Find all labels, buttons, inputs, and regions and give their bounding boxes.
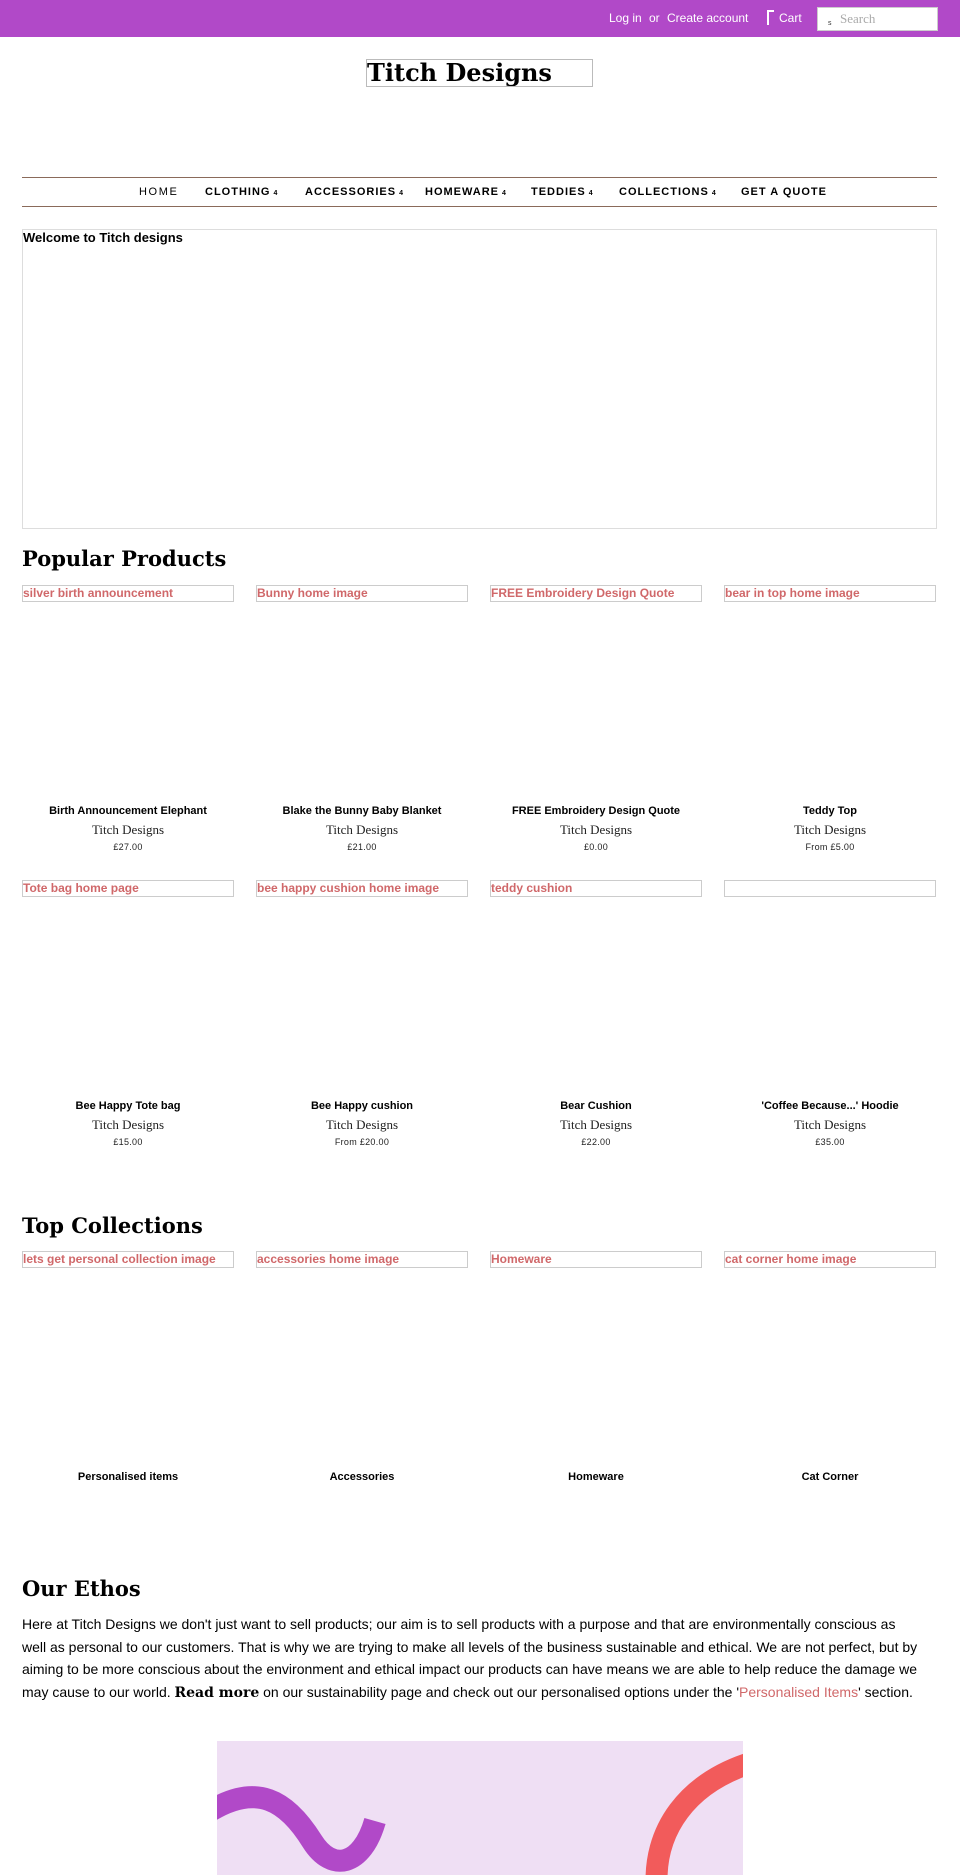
collection-image-alt: accessories home image [257,1252,400,1266]
product-image[interactable] [22,880,234,897]
site-logo[interactable]: Titch Designs [366,59,593,87]
product-image[interactable] [724,585,936,602]
product-name[interactable]: Teddy Top [803,805,857,817]
product-price: £27.00 [113,842,143,852]
product-vendor: Titch Designs [559,822,633,837]
product-image[interactable] [256,585,468,602]
collection-name[interactable]: Homeware [568,1471,624,1483]
product-name[interactable]: Blake the Bunny Baby Blanket [282,805,442,817]
nav-item-label: CLOTHING [205,186,271,198]
product-price: £21.00 [347,842,377,852]
search-input[interactable] [840,10,935,28]
product-price: From £5.00 [805,842,855,852]
product-image[interactable] [724,880,936,897]
product-price: From £20.00 [334,1137,390,1147]
purple-wave-shape [217,1797,375,1861]
cart-icon[interactable] [767,10,774,25]
search-icon[interactable]: s [828,20,832,27]
collection-image-alt: Homeware [491,1252,552,1266]
nav-item-label: GET A QUOTE [741,186,827,198]
personalised-items-link[interactable]: Personalised Items [739,1683,859,1700]
product-image-alt: silver birth announcement [23,586,174,600]
chevron-down-icon: 4 [502,190,507,197]
chevron-down-icon: 4 [273,190,279,197]
product-image-alt: bear in top home image [725,586,860,600]
product-image-alt: teddy cushion [491,881,573,895]
or-text: or [649,11,660,25]
product-name[interactable]: Bee Happy Tote bag [75,1100,181,1112]
product-name[interactable]: Bear Cushion [560,1100,632,1112]
collection-name[interactable]: Cat Corner [801,1471,859,1483]
nav-item-home[interactable] [139,186,178,198]
product-vendor: Titch Designs [91,822,165,837]
product-image[interactable] [22,585,234,602]
hero-image-alt: Welcome to Titch designs [23,230,183,245]
nav-item-get-a-quote[interactable] [741,186,827,198]
nav-item-label: TEDDIES [531,186,586,198]
cart-link[interactable]: Cart [779,11,802,25]
top-collections-title: Top Collections [22,1213,203,1238]
product-image-alt: bee happy cushion home image [257,881,440,895]
hero-image[interactable] [22,229,937,529]
read-more-text: Read more [174,1684,260,1701]
nav-item-label: ACCESSORIES [305,186,397,198]
nav-item-label: HOME [139,186,179,198]
nav-item-label: HOMEWARE [425,186,499,198]
product-price: £0.00 [583,842,609,852]
collection-image[interactable] [490,1251,702,1268]
collection-image[interactable] [724,1251,936,1268]
chevron-down-icon: 4 [711,190,717,197]
nav-item-teddies[interactable] [531,186,594,198]
nav-item-clothing[interactable] [205,186,278,198]
product-vendor: Titch Designs [325,1117,399,1132]
product-name[interactable]: Birth Announcement Elephant [49,805,207,817]
banner-image [217,1741,743,1875]
product-price: £15.00 [113,1137,143,1147]
product-price: £22.00 [581,1137,611,1147]
product-vendor: Titch Designs [793,1117,867,1132]
decorative-wave-graphic [217,1741,743,1875]
ethos-paragraph [22,1613,922,1704]
product-vendor: Titch Designs [325,822,399,837]
chevron-down-icon: 4 [588,190,594,197]
nav-item-label: COLLECTIONS [619,186,709,198]
collection-name[interactable]: Accessories [329,1471,395,1483]
popular-products-title: Popular Products [22,546,227,571]
chevron-down-icon: 4 [399,190,404,197]
collection-image-alt: lets get personal collection image [23,1252,216,1266]
product-name[interactable]: FREE Embroidery Design Quote [511,805,681,817]
ethos-text-after: ' section. [858,1683,913,1700]
product-image-alt: FREE Embroidery Design Quote [491,586,675,600]
main-nav [22,177,937,207]
product-image[interactable] [256,880,468,897]
collection-image[interactable] [22,1251,234,1268]
nav-item-collections[interactable] [619,186,717,198]
product-image-alt: Tote bag home page [23,881,139,895]
collection-image-alt: cat corner home image [725,1252,857,1266]
ethos-text-before: Here at Titch Designs we don't just want to sell products; our aim is to sell products with a purpose and that are environmentally conscious as well as personal to our customers. That is why we are trying to make all levels of the business sustainable and ethical. We are not perfect, but by aiming to be more conscious about the environment and ethical impact our products can have means we are able to help reduce the damage we may cause to our world. [22,1616,918,1700]
search-box[interactable] [817,7,938,31]
login-link[interactable]: Log in [609,11,642,25]
ethos-text-middle: on our sustainability page and check out our personalised options under the ' [259,1683,740,1700]
nav-item-homeware[interactable] [425,186,507,198]
nav-item-accessories[interactable] [305,186,404,198]
product-vendor: Titch Designs [793,822,867,837]
our-ethos-title: Our Ethos [22,1576,141,1601]
product-image[interactable] [490,880,702,897]
product-price: £35.00 [815,1137,845,1147]
top-bar [0,0,960,37]
product-name[interactable]: Bee Happy cushion [310,1100,414,1112]
red-arc-shape [657,1761,743,1875]
product-image-alt: Bunny home image [257,586,368,600]
product-vendor: Titch Designs [91,1117,165,1132]
collection-name[interactable]: Personalised items [77,1471,179,1483]
product-vendor: Titch Designs [559,1117,633,1132]
collection-image[interactable] [256,1251,468,1268]
create-account-link[interactable]: Create account [667,11,749,25]
product-name[interactable]: 'Coffee Because...' Hoodie [761,1100,899,1112]
product-image[interactable] [490,585,702,602]
